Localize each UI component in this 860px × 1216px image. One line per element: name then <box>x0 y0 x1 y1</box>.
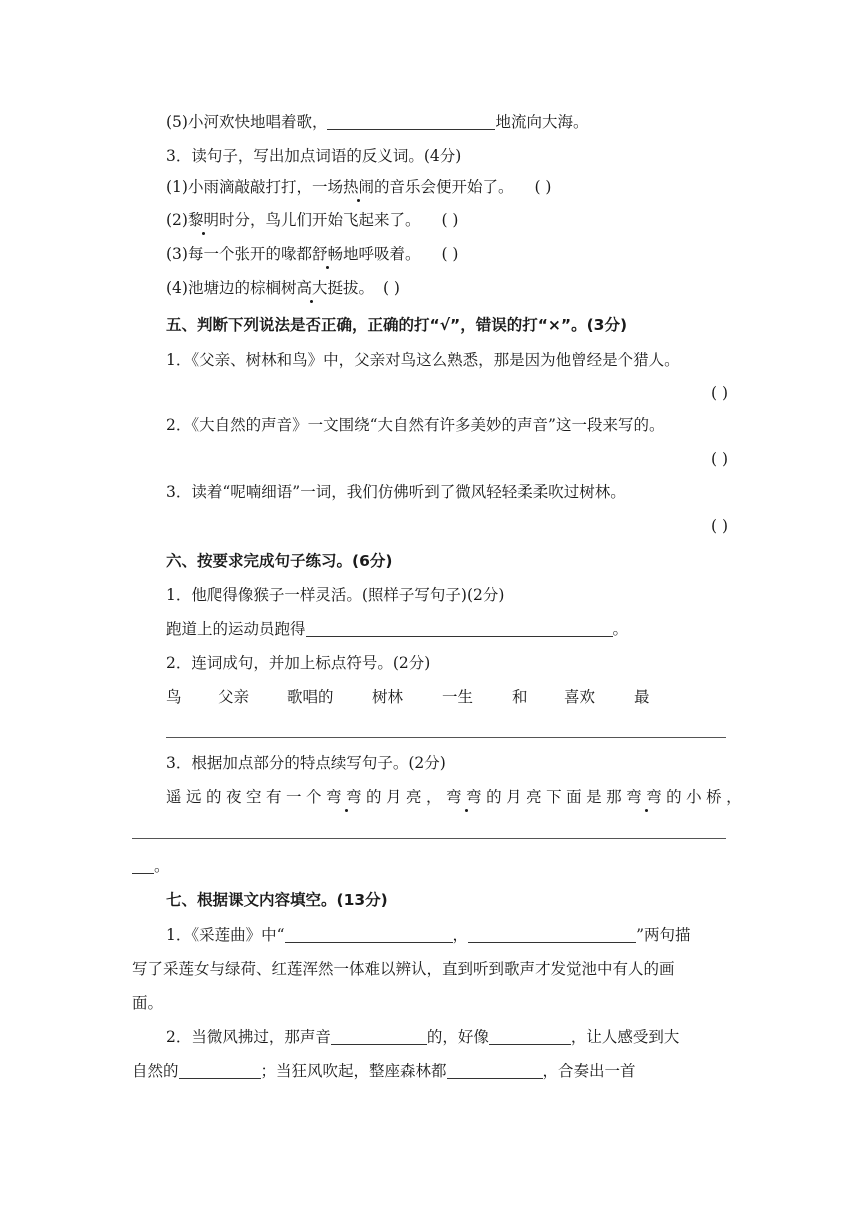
antonym-item-3: (3)每一个张开的喙都舒畅地呼吸着。 ( ) <box>166 245 459 263</box>
section-6-title: 六、按要求完成句子练习。(6分) <box>166 552 393 570</box>
s6-question-1-title: 1．他爬得像猴子一样灵活。(照样子写句子)(2分) <box>166 586 505 604</box>
section-5-title: 五、判断下列说法是否正确，正确的打“√”，错误的打“×”。(3分) <box>166 316 628 334</box>
answer-paren[interactable]: ( ) <box>441 245 459 263</box>
answer-blank[interactable] <box>285 926 453 943</box>
judge-paren-1[interactable]: ( ) <box>710 384 728 402</box>
word-tile: 树林 <box>372 688 404 706</box>
s7-question-1-line-2: 写了采莲女与绿荷、红莲浑然一体难以辨认，直到听到歌声才发觉池中有人的画 <box>132 960 675 978</box>
s7-question-2-line-1: 2．当微风拂过，那声音 的，好像 ，让人感受到大 <box>166 1028 680 1046</box>
word-tile: 父亲 <box>218 688 250 706</box>
dotted-word: 弯弯 <box>626 788 667 806</box>
s7-question-1-line-3: 面。 <box>132 994 164 1012</box>
answer-blank[interactable] <box>331 1028 427 1045</box>
s6-question-1-answer: 跑道上的运动员跑得 。 <box>166 620 629 638</box>
dotted-word: 弯弯 <box>326 788 367 806</box>
dotted-word: 弯弯 <box>446 788 487 806</box>
antonym-item-4: (4)池塘边的棕榈树高大挺拔。 ( ) <box>166 279 400 297</box>
word-tile: 歌唱的 <box>287 688 334 706</box>
antonym-item-1: (1)小雨滴敲敲打打，一场热闹的音乐会便开始了。 ( ) <box>166 178 552 196</box>
judge-paren-2[interactable]: ( ) <box>710 450 728 468</box>
fill-item-5: (5)小河欢快地唱着歌， 地流向大海。 <box>166 113 589 131</box>
section-7-title: 七、根据课文内容填空。(13分) <box>166 891 388 909</box>
answer-blank[interactable] <box>447 1062 543 1079</box>
judge-item-2: 2．《大自然的声音》一文围绕“大自然有许多美妙的声音”这一段来写的。 <box>166 416 665 434</box>
dotted-word: 黎明 <box>187 211 219 229</box>
dotted-word: 高大 <box>296 279 328 297</box>
answer-paren[interactable]: ( ) <box>534 178 552 196</box>
answer-line-end: 。 <box>132 856 170 876</box>
s6-question-3-title: 3．根据加点部分的特点续写句子。(2分) <box>166 754 446 772</box>
dotted-word: 热闹 <box>342 178 374 196</box>
dotted-word: 舒畅 <box>311 245 343 263</box>
word-tile: 和 <box>512 688 528 706</box>
answer-blank[interactable] <box>468 926 636 943</box>
s7-question-2-line-2: 自然的 ；当狂风吹起，整座森林都 ，合奏出一首 <box>132 1062 636 1080</box>
s7-question-1-line-1: 1．《采莲曲》中“ ， ”两句描 <box>166 926 691 944</box>
judge-paren-3[interactable]: ( ) <box>710 517 728 535</box>
answer-blank[interactable] <box>306 620 613 637</box>
judge-item-1: 1．《父亲、树林和鸟》中，父亲对鸟这么熟悉，那是因为他曾经是个猎人。 <box>166 351 680 369</box>
word-tile: 鸟 <box>166 688 182 706</box>
judge-item-3: 3．读着“呢喃细语”一词，我们仿佛听到了微风轻轻柔柔吹过树林。 <box>166 483 626 501</box>
answer-blank[interactable] <box>489 1028 571 1045</box>
word-tile: 一生 <box>442 688 474 706</box>
answer-paren[interactable]: ( ) <box>382 279 400 297</box>
answer-blank[interactable] <box>132 857 154 874</box>
answer-blank[interactable] <box>179 1062 261 1079</box>
answer-line[interactable] <box>166 737 726 738</box>
question-3-title: 3．读句子，写出加点词语的反义词。(4分) <box>166 147 462 165</box>
s6-question-3-sentence: 遥远的夜空有一个弯弯的月亮，弯弯的月亮下面是那弯弯的小桥， <box>166 788 747 806</box>
antonym-item-2: (2)黎明时分，鸟儿们开始飞起来了。 ( ) <box>166 211 459 229</box>
answer-paren[interactable]: ( ) <box>441 211 459 229</box>
answer-line[interactable] <box>132 838 726 839</box>
answer-blank[interactable] <box>327 113 495 130</box>
word-tile: 喜欢 <box>564 688 596 706</box>
s6-question-2-title: 2．连词成句，并加上标点符号。(2分) <box>166 654 431 672</box>
word-tile: 最 <box>634 688 650 706</box>
